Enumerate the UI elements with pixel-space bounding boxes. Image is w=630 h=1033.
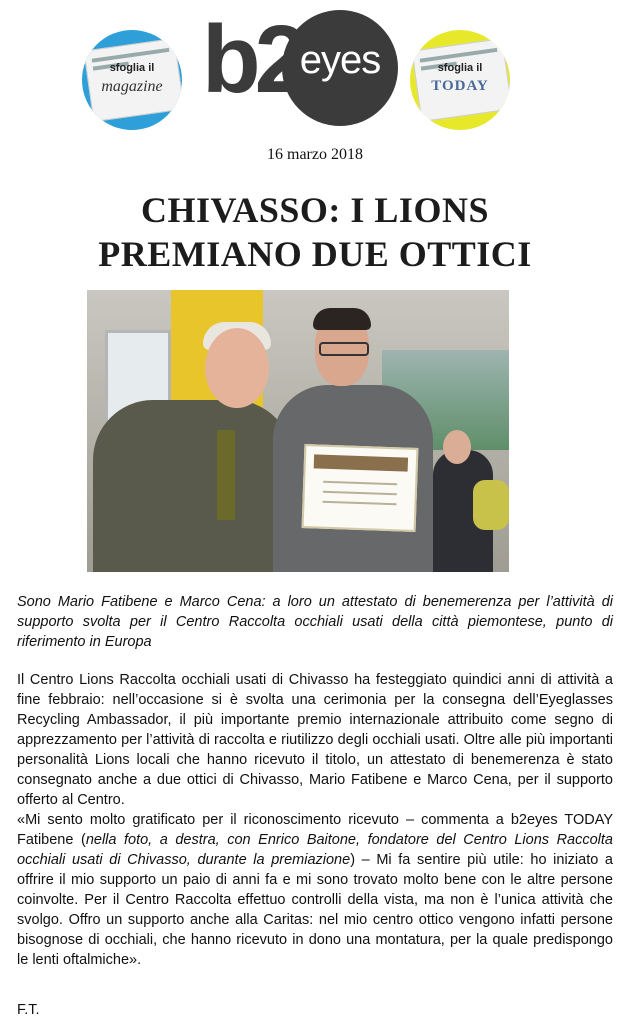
article-photo — [87, 290, 509, 572]
logo-b2: b2 — [202, 6, 303, 113]
article-body — [17, 670, 613, 970]
article-date: 16 marzo 2018 — [267, 146, 363, 163]
paragraph-1: Il Centro Lions Raccolta occhiali usati di Chivasso ha festeggiato quindici anni di attività a fine febbraio: nell’occasione si è svolta una cerimonia per la consegna dell’Eyeglasses Recycling Ambassador, il più importante premio internazionale attribuito come segno di apprezzamento per l’attività di raccolta e riutilizzo degli occhiali usati. Oltre alle più importanti personalità Lions locali che hanno ricevuto il titolo, un attestato di benemerenza è stato consegnato anche a due ottici di Chivasso, Mario Fatibene e Marco Cena, per il supporto offerto al Centro. — [17, 672, 613, 808]
quote-start: «Mi sento molto gratificato per il riconoscimento ricevuto – commenta a b2eyes TODAY Fatibene ( — [17, 812, 613, 848]
magazine-badge[interactable] — [82, 30, 182, 130]
photo-caption: Sono Mario Fatibene e Marco Cena: a loro un attestato di benemerenza per l’attività di supporto svolta per il Centro Raccolta occhiali usati della città piemontese, punto di riferimento in Europa — [17, 594, 613, 650]
page-header — [0, 0, 630, 135]
author-signature: F.T. — [17, 1002, 40, 1018]
quote-end: ) – Mi fa sentire più utile: ho iniziato a offrire il mio supporto un paio di anni fa e mi sono trovato molto bene con le altre persone coinvolte. Per il Centro Raccolta effettuo controlli della vista, ma non è l’unica attività che svolgo. Offro un supporto anche alla Caritas: nel mio centro ottico vengono infatti persone bisognose di occhiali, che hanno ricevuto in dono una montatura, per la quale predispongo le lenti oftalmiche». — [17, 852, 613, 968]
magazine-badge-title: magazine — [101, 78, 163, 95]
magazine-badge-label: sfoglia il — [109, 62, 155, 74]
title-line-1: CHIVASSO: I LIONS — [141, 190, 489, 230]
paragraph-quote — [17, 810, 613, 970]
today-badge[interactable] — [410, 30, 510, 130]
today-badge-label: sfoglia il — [437, 62, 483, 74]
article-title — [60, 188, 570, 276]
today-badge-title: TODAY — [431, 78, 489, 94]
logo-eyes: eyes — [299, 38, 381, 82]
quote-photo-note: nella foto, a destra, con Enrico Baitone, fondatore del Centro Lions Raccolta occhiali usati di Chivasso, durante la premiazione — [17, 832, 613, 868]
certificate — [302, 444, 419, 532]
title-line-2: PREMIANO DUE OTTICI — [98, 234, 532, 274]
b2eyes-logo[interactable] — [202, 6, 417, 130]
